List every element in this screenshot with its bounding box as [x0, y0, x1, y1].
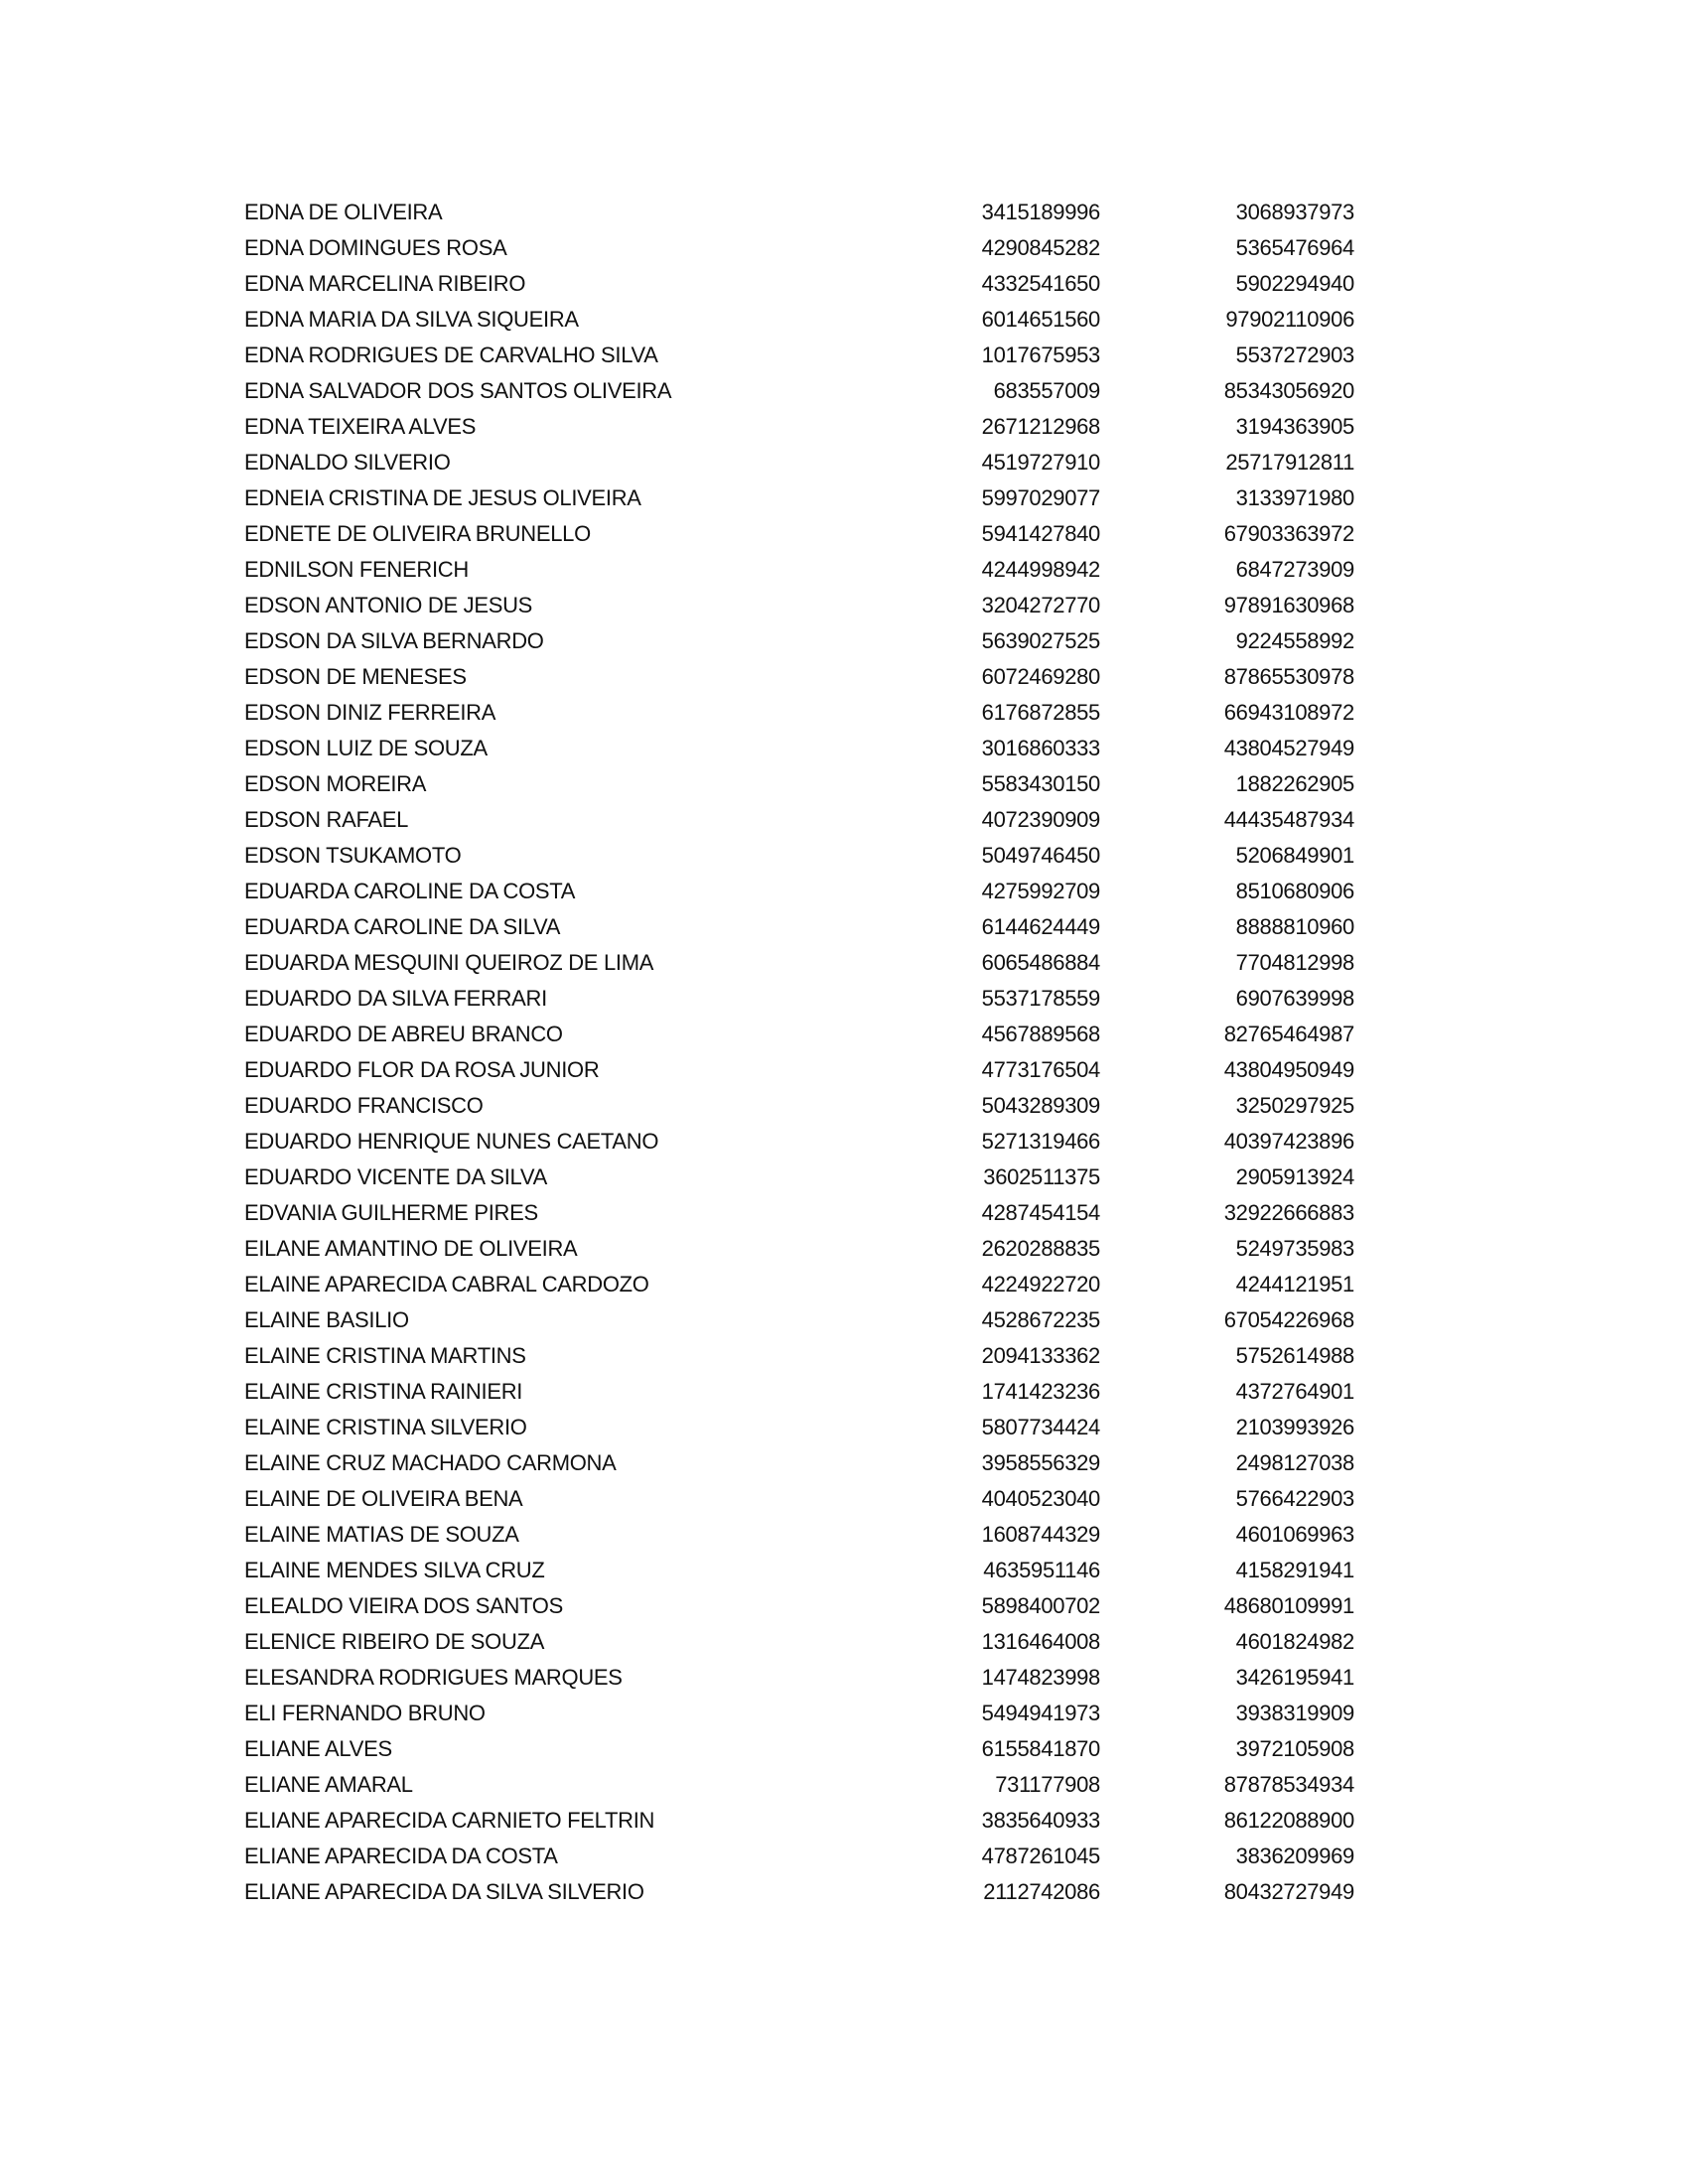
id-number-1: 4275992709	[981, 879, 1100, 903]
person-name: ELIANE APARECIDA DA COSTA	[244, 1843, 558, 1868]
id-number-1: 3835640933	[981, 1808, 1100, 1833]
person-name: EDSON DA SILVA BERNARDO	[244, 628, 544, 653]
list-row	[244, 1414, 1356, 1449]
person-name: EDUARDO FRANCISCO	[244, 1093, 484, 1118]
list-row	[244, 377, 1356, 413]
id-number-2: 86122088900	[1223, 1808, 1354, 1833]
person-name: EDNEIA CRISTINA DE JESUS OLIVEIRA	[244, 485, 641, 510]
id-number-2: 3938319909	[1235, 1701, 1354, 1725]
id-number-1: 5639027525	[981, 628, 1100, 653]
id-number-1: 1741423236	[981, 1379, 1100, 1404]
id-number-2: 44435487934	[1223, 807, 1354, 832]
person-name: EDNA MARIA DA SILVA SIQUEIRA	[244, 307, 579, 332]
id-number-1: 5494941973	[981, 1701, 1100, 1725]
list-row	[244, 1271, 1356, 1306]
person-name: ELIANE AMARAL	[244, 1772, 413, 1797]
list-row	[244, 806, 1356, 842]
list-row	[244, 1449, 1356, 1485]
id-number-1: 2671212968	[981, 414, 1100, 439]
id-number-2: 3068937973	[1235, 200, 1354, 224]
list-row	[244, 1021, 1356, 1056]
id-number-2: 97891630968	[1223, 593, 1354, 617]
id-number-2: 66943108972	[1223, 700, 1354, 725]
id-number-1: 5997029077	[981, 485, 1100, 510]
person-name: EDSON ANTONIO DE JESUS	[244, 593, 533, 617]
id-number-1: 6014651560	[981, 307, 1100, 332]
id-number-2: 3194363905	[1235, 414, 1354, 439]
list-row	[244, 1843, 1356, 1878]
person-name: ELAINE CRUZ MACHADO CARMONA	[244, 1450, 617, 1475]
person-name: ELENICE RIBEIRO DE SOUZA	[244, 1629, 545, 1654]
id-number-2: 8510680906	[1235, 879, 1354, 903]
person-name: EILANE AMANTINO DE OLIVEIRA	[244, 1236, 578, 1261]
id-number-1: 4332541650	[981, 271, 1100, 296]
id-number-1: 4040523040	[981, 1486, 1100, 1511]
id-number-1: 1474823998	[981, 1665, 1100, 1690]
id-number-2: 87878534934	[1223, 1772, 1354, 1797]
list-row	[244, 484, 1356, 520]
person-name: ELIANE APARECIDA DA SILVA SILVERIO	[244, 1879, 644, 1904]
id-number-2: 48680109991	[1223, 1593, 1354, 1618]
id-number-1: 3204272770	[981, 593, 1100, 617]
id-number-1: 5807734424	[981, 1415, 1100, 1439]
person-name: ELAINE MATIAS DE SOUZA	[244, 1522, 519, 1547]
list-row	[244, 949, 1356, 985]
id-number-1: 5043289309	[981, 1093, 1100, 1118]
id-number-1: 1017675953	[981, 342, 1100, 367]
person-name: EDNA SALVADOR DOS SANTOS OLIVEIRA	[244, 378, 672, 403]
id-number-2: 40397423896	[1223, 1129, 1354, 1154]
person-name: ELI FERNANDO BRUNO	[244, 1701, 486, 1725]
id-number-2: 5206849901	[1235, 843, 1354, 868]
id-number-1: 6072469280	[981, 664, 1100, 689]
id-number-2: 3133971980	[1235, 485, 1354, 510]
list-row	[244, 199, 1356, 234]
id-number-2: 97902110906	[1225, 307, 1354, 332]
person-name: EDUARDO VICENTE DA SILVA	[244, 1164, 547, 1189]
id-number-1: 2094133362	[981, 1343, 1100, 1368]
list-row	[244, 1342, 1356, 1378]
person-name: EDSON DE MENESES	[244, 664, 467, 689]
person-name: EDNA TEIXEIRA ALVES	[244, 414, 477, 439]
id-number-2: 8888810960	[1235, 914, 1354, 939]
person-name: EDVANIA GUILHERME PIRES	[244, 1200, 538, 1225]
list-row	[244, 234, 1356, 270]
person-name: EDUARDO DE ABREU BRANCO	[244, 1022, 563, 1046]
person-name: EDUARDO HENRIQUE NUNES CAETANO	[244, 1129, 659, 1154]
person-name: ELAINE APARECIDA CABRAL CARDOZO	[244, 1272, 649, 1297]
list-row	[244, 735, 1356, 770]
person-name: EDNA DOMINGUES ROSA	[244, 235, 507, 260]
person-name: EDNETE DE OLIVEIRA BRUNELLO	[244, 521, 591, 546]
person-name: ELIANE ALVES	[244, 1736, 392, 1761]
person-name: EDUARDO FLOR DA ROSA JUNIOR	[244, 1057, 600, 1082]
id-number-2: 67903363972	[1223, 521, 1354, 546]
list-row	[244, 1664, 1356, 1700]
person-name: EDSON MOREIRA	[244, 771, 427, 796]
id-number-1: 6065486884	[981, 950, 1100, 975]
list-row	[244, 1807, 1356, 1843]
id-number-2: 82765464987	[1223, 1022, 1354, 1046]
list-row	[244, 1092, 1356, 1128]
list-row	[244, 1199, 1356, 1235]
id-number-1: 4224922720	[981, 1272, 1100, 1297]
id-number-1: 6176872855	[981, 700, 1100, 725]
list-row	[244, 341, 1356, 377]
person-name: EDSON RAFAEL	[244, 807, 409, 832]
id-number-2: 9224558992	[1235, 628, 1354, 653]
id-number-2: 5537272903	[1235, 342, 1354, 367]
id-number-2: 87865530978	[1223, 664, 1354, 689]
id-number-2: 2498127038	[1235, 1450, 1354, 1475]
id-number-1: 4519727910	[981, 450, 1100, 475]
list-row	[244, 449, 1356, 484]
id-number-2: 80432727949	[1223, 1879, 1354, 1904]
list-row	[244, 770, 1356, 806]
id-number-1: 731177908	[995, 1772, 1100, 1797]
id-number-1: 6144624449	[981, 914, 1100, 939]
id-number-2: 43804950949	[1223, 1057, 1354, 1082]
name-number-list	[244, 199, 1356, 1914]
list-row	[244, 306, 1356, 341]
id-number-1: 4528672235	[981, 1307, 1100, 1332]
person-name: ELIANE APARECIDA CARNIETO FELTRIN	[244, 1808, 655, 1833]
list-row	[244, 556, 1356, 592]
person-name: ELAINE DE OLIVEIRA BENA	[244, 1486, 523, 1511]
person-name: EDSON LUIZ DE SOUZA	[244, 736, 488, 760]
list-row	[244, 1592, 1356, 1628]
person-name: EDNA DE OLIVEIRA	[244, 200, 443, 224]
id-number-2: 4372764901	[1235, 1379, 1354, 1404]
list-row	[244, 985, 1356, 1021]
person-name: EDNILSON FENERICH	[244, 557, 469, 582]
id-number-2: 2103993926	[1235, 1415, 1354, 1439]
id-number-2: 85343056920	[1223, 378, 1354, 403]
id-number-1: 4072390909	[981, 807, 1100, 832]
list-row	[244, 663, 1356, 699]
id-number-1: 5271319466	[981, 1129, 1100, 1154]
id-number-2: 4244121951	[1235, 1272, 1354, 1297]
id-number-1: 2620288835	[981, 1236, 1100, 1261]
person-name: ELAINE CRISTINA RAINIERI	[244, 1379, 523, 1404]
id-number-2: 25717912811	[1225, 450, 1354, 475]
list-row	[244, 1557, 1356, 1592]
list-row	[244, 1306, 1356, 1342]
id-number-2: 3836209969	[1235, 1843, 1354, 1868]
id-number-2: 3426195941	[1235, 1665, 1354, 1690]
id-number-1: 4787261045	[981, 1843, 1100, 1868]
person-name: ELAINE BASILIO	[244, 1307, 409, 1332]
list-row	[244, 1485, 1356, 1521]
list-row	[244, 627, 1356, 663]
person-name: EDUARDO DA SILVA FERRARI	[244, 986, 547, 1011]
list-row	[244, 1056, 1356, 1092]
id-number-1: 4567889568	[981, 1022, 1100, 1046]
id-number-1: 5941427840	[981, 521, 1100, 546]
list-row	[244, 842, 1356, 878]
id-number-2: 2905913924	[1235, 1164, 1354, 1189]
list-row	[244, 1163, 1356, 1199]
list-row	[244, 520, 1356, 556]
list-row	[244, 592, 1356, 627]
id-number-1: 4244998942	[981, 557, 1100, 582]
id-number-2: 43804527949	[1223, 736, 1354, 760]
person-name: EDNALDO SILVERIO	[244, 450, 451, 475]
id-number-2: 6907639998	[1235, 986, 1354, 1011]
id-number-2: 4601824982	[1235, 1629, 1354, 1654]
id-number-1: 4287454154	[981, 1200, 1100, 1225]
list-row	[244, 878, 1356, 913]
list-row	[244, 1235, 1356, 1271]
id-number-1: 3958556329	[981, 1450, 1100, 1475]
list-row	[244, 1878, 1356, 1914]
person-name: EDNA MARCELINA RIBEIRO	[244, 271, 526, 296]
person-name: EDUARDA CAROLINE DA SILVA	[244, 914, 561, 939]
id-number-1: 1608744329	[981, 1522, 1100, 1547]
list-row	[244, 413, 1356, 449]
person-name: ELEALDO VIEIRA DOS SANTOS	[244, 1593, 563, 1618]
id-number-2: 5365476964	[1235, 235, 1354, 260]
id-number-2: 3250297925	[1235, 1093, 1354, 1118]
id-number-1: 4635951146	[983, 1558, 1100, 1582]
list-row	[244, 1128, 1356, 1163]
person-name: EDSON DINIZ FERREIRA	[244, 700, 496, 725]
list-row	[244, 1771, 1356, 1807]
list-row	[244, 1700, 1356, 1735]
id-number-2: 3972105908	[1235, 1736, 1354, 1761]
id-number-1: 5049746450	[981, 843, 1100, 868]
id-number-1: 4290845282	[981, 235, 1100, 260]
id-number-2: 67054226968	[1223, 1307, 1354, 1332]
id-number-2: 32922666883	[1223, 1200, 1354, 1225]
id-number-2: 4601069963	[1235, 1522, 1354, 1547]
id-number-1: 4773176504	[981, 1057, 1100, 1082]
list-row	[244, 913, 1356, 949]
person-name: ELAINE CRISTINA SILVERIO	[244, 1415, 527, 1439]
id-number-2: 5249735983	[1235, 1236, 1354, 1261]
list-row	[244, 1735, 1356, 1771]
list-row	[244, 270, 1356, 306]
id-number-1: 6155841870	[981, 1736, 1100, 1761]
list-row	[244, 1378, 1356, 1414]
list-row	[244, 1521, 1356, 1557]
id-number-2: 6847273909	[1235, 557, 1354, 582]
id-number-2: 1882262905	[1235, 771, 1354, 796]
id-number-2: 7704812998	[1235, 950, 1354, 975]
id-number-1: 3415189996	[981, 200, 1100, 224]
id-number-2: 5766422903	[1235, 1486, 1354, 1511]
person-name: EDSON TSUKAMOTO	[244, 843, 462, 868]
id-number-1: 3602511375	[983, 1164, 1100, 1189]
id-number-1: 5583430150	[981, 771, 1100, 796]
person-name: ELAINE CRISTINA MARTINS	[244, 1343, 526, 1368]
id-number-1: 5898400702	[981, 1593, 1100, 1618]
id-number-1: 3016860333	[981, 736, 1100, 760]
id-number-2: 5752614988	[1235, 1343, 1354, 1368]
id-number-2: 5902294940	[1235, 271, 1354, 296]
id-number-1: 5537178559	[981, 986, 1100, 1011]
id-number-1: 683557009	[993, 378, 1100, 403]
id-number-1: 1316464008	[981, 1629, 1100, 1654]
id-number-2: 4158291941	[1235, 1558, 1354, 1582]
person-name: EDUARDA MESQUINI QUEIROZ DE LIMA	[244, 950, 654, 975]
person-name: ELESANDRA RODRIGUES MARQUES	[244, 1665, 623, 1690]
list-row	[244, 699, 1356, 735]
list-row	[244, 1628, 1356, 1664]
id-number-1: 2112742086	[983, 1879, 1100, 1904]
person-name: EDUARDA CAROLINE DA COSTA	[244, 879, 576, 903]
person-name: EDNA RODRIGUES DE CARVALHO SILVA	[244, 342, 658, 367]
person-name: ELAINE MENDES SILVA CRUZ	[244, 1558, 545, 1582]
